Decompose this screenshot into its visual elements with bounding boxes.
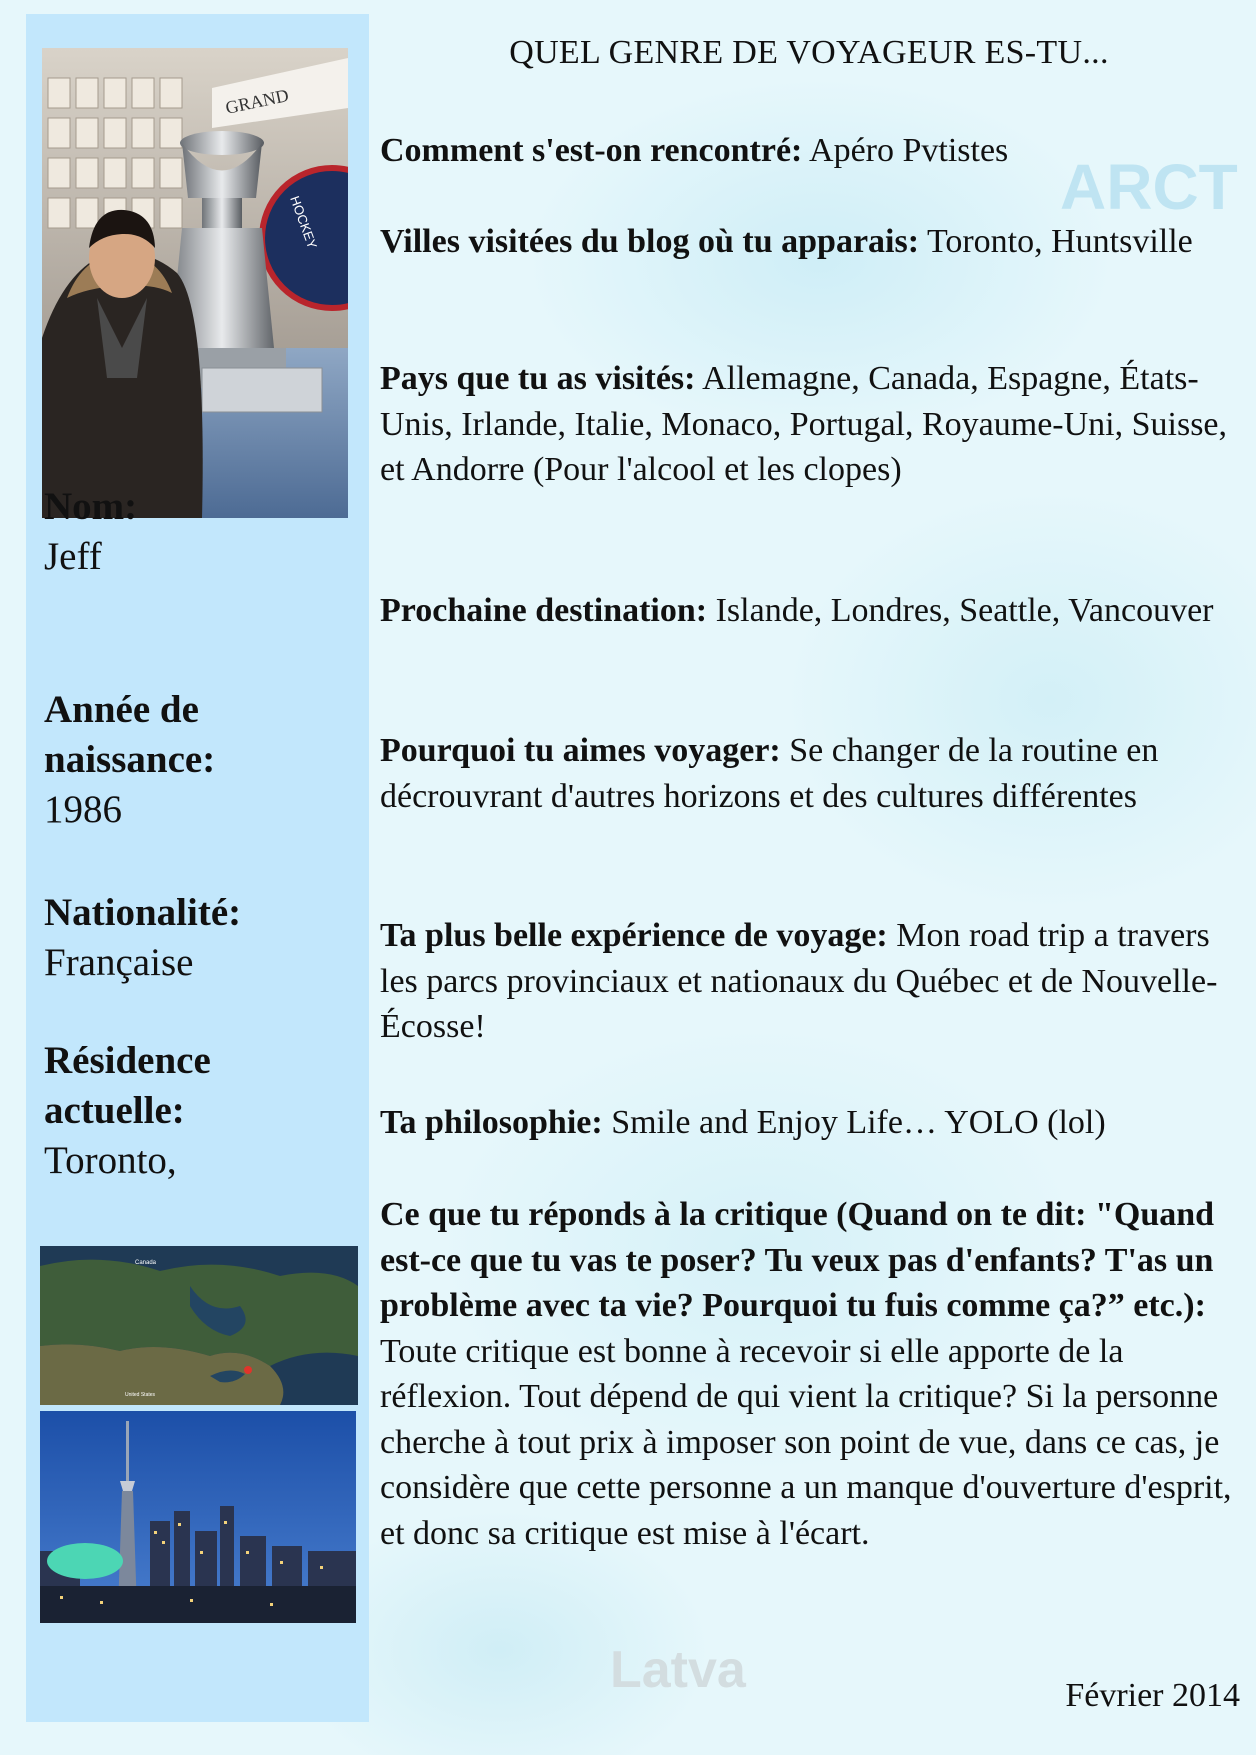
birth-year-value: 1986 — [44, 788, 122, 831]
qa-label: Ta philosophie: — [380, 1104, 603, 1141]
nationality-label: Nationalité: — [44, 891, 242, 934]
qa-label: Pourquoi tu aimes voyager: — [380, 732, 781, 769]
qa-best-experience — [380, 913, 1242, 1050]
qa-next-destination — [380, 588, 1242, 634]
publication-date: Février 2014 — [1065, 1677, 1240, 1714]
qa-cities-visited — [380, 219, 1242, 265]
qa-label: Villes visitées du blog où tu apparais: — [380, 223, 920, 260]
qa-how-we-met — [380, 128, 1242, 174]
qa-answer: Mon road trip a travers les parcs provinciaux et nationaux du Québec et de Nouvelle-Écosse! — [380, 917, 1218, 1045]
qa-label: Ta plus belle expérience de voyage: — [380, 917, 888, 954]
photo-seal-text: HOCKEY — [287, 193, 321, 251]
qa-label: Prochaine destination: — [380, 592, 708, 629]
qa-countries-visited — [380, 356, 1242, 493]
residence-field — [44, 1036, 211, 1186]
photo-banner-text: GRAND — [223, 85, 291, 118]
qa-answer: Allemagne, Canada, Espagne, États-Unis, Irlande, Italie, Monaco, Portugal, Royaume-Uni, Suisse, et Andorre (Pour l'alcool et les clopes) — [380, 360, 1228, 488]
residence-label-line1: Résidence — [44, 1039, 211, 1082]
canada-map-image — [40, 1246, 358, 1405]
map-label-canada: Canada — [135, 1260, 157, 1266]
qa-philosophy — [380, 1100, 1242, 1146]
qa-answer: Toronto, Huntsville — [926, 223, 1193, 260]
birth-label-line1: Année de — [44, 688, 199, 731]
birth-year-field — [44, 685, 215, 835]
background-map-label: Latva — [610, 1641, 746, 1699]
qa-label: Comment s'est-on rencontré: — [380, 132, 803, 169]
name-value: Jeff — [44, 535, 102, 578]
name-label: Nom: — [44, 485, 138, 528]
qa-answer: Islande, Londres, Seattle, Vancouver — [715, 592, 1214, 629]
qa-why-travel — [380, 728, 1242, 819]
nationality-value: Française — [44, 941, 194, 984]
toronto-skyline-image — [40, 1411, 356, 1623]
name-field — [44, 482, 137, 582]
qa-label: Ce que tu réponds à la critique (Quand on te dit: "Quand est-ce que tu vas te poser? Tu veux pas d'enfants? T'as un problème avec ta vie? Pourquoi tu fuis comme ça?” etc.): — [380, 1196, 1215, 1324]
birth-label-line2: naissance: — [44, 738, 216, 781]
map-label-us: United States — [125, 1392, 156, 1398]
page-title: QUEL GENRE DE VOYAGEUR ES-TU... — [509, 34, 1109, 71]
qa-answer: Apéro Pvtistes — [809, 132, 1009, 169]
qa-answer: Smile and Enjoy Life… YOLO (lol) — [611, 1104, 1106, 1141]
qa-answer: Toute critique est bonne à recevoir si elle apporte de la réflexion. Tout dépend de qui vient la critique? Si la personne cherche à tout prix à imposer son point de vue, dans ce cas, je considère que cette personne a un manque d'ouverture d'esprit, et donc sa critique est mise à l'écart. — [380, 1332, 1232, 1552]
qa-criticism-response — [380, 1192, 1242, 1556]
nationality-field — [44, 888, 241, 988]
residence-value: Toronto, — [44, 1139, 177, 1182]
qa-answer: Se changer de la routine en décrouvrant d'autres horizons et des cultures différentes — [380, 732, 1159, 815]
qa-label: Pays que tu as visités: — [380, 360, 696, 397]
profile-photo — [42, 48, 348, 518]
background-map-label: ARCT — [1060, 151, 1238, 223]
residence-label-line2: actuelle: — [44, 1089, 185, 1132]
